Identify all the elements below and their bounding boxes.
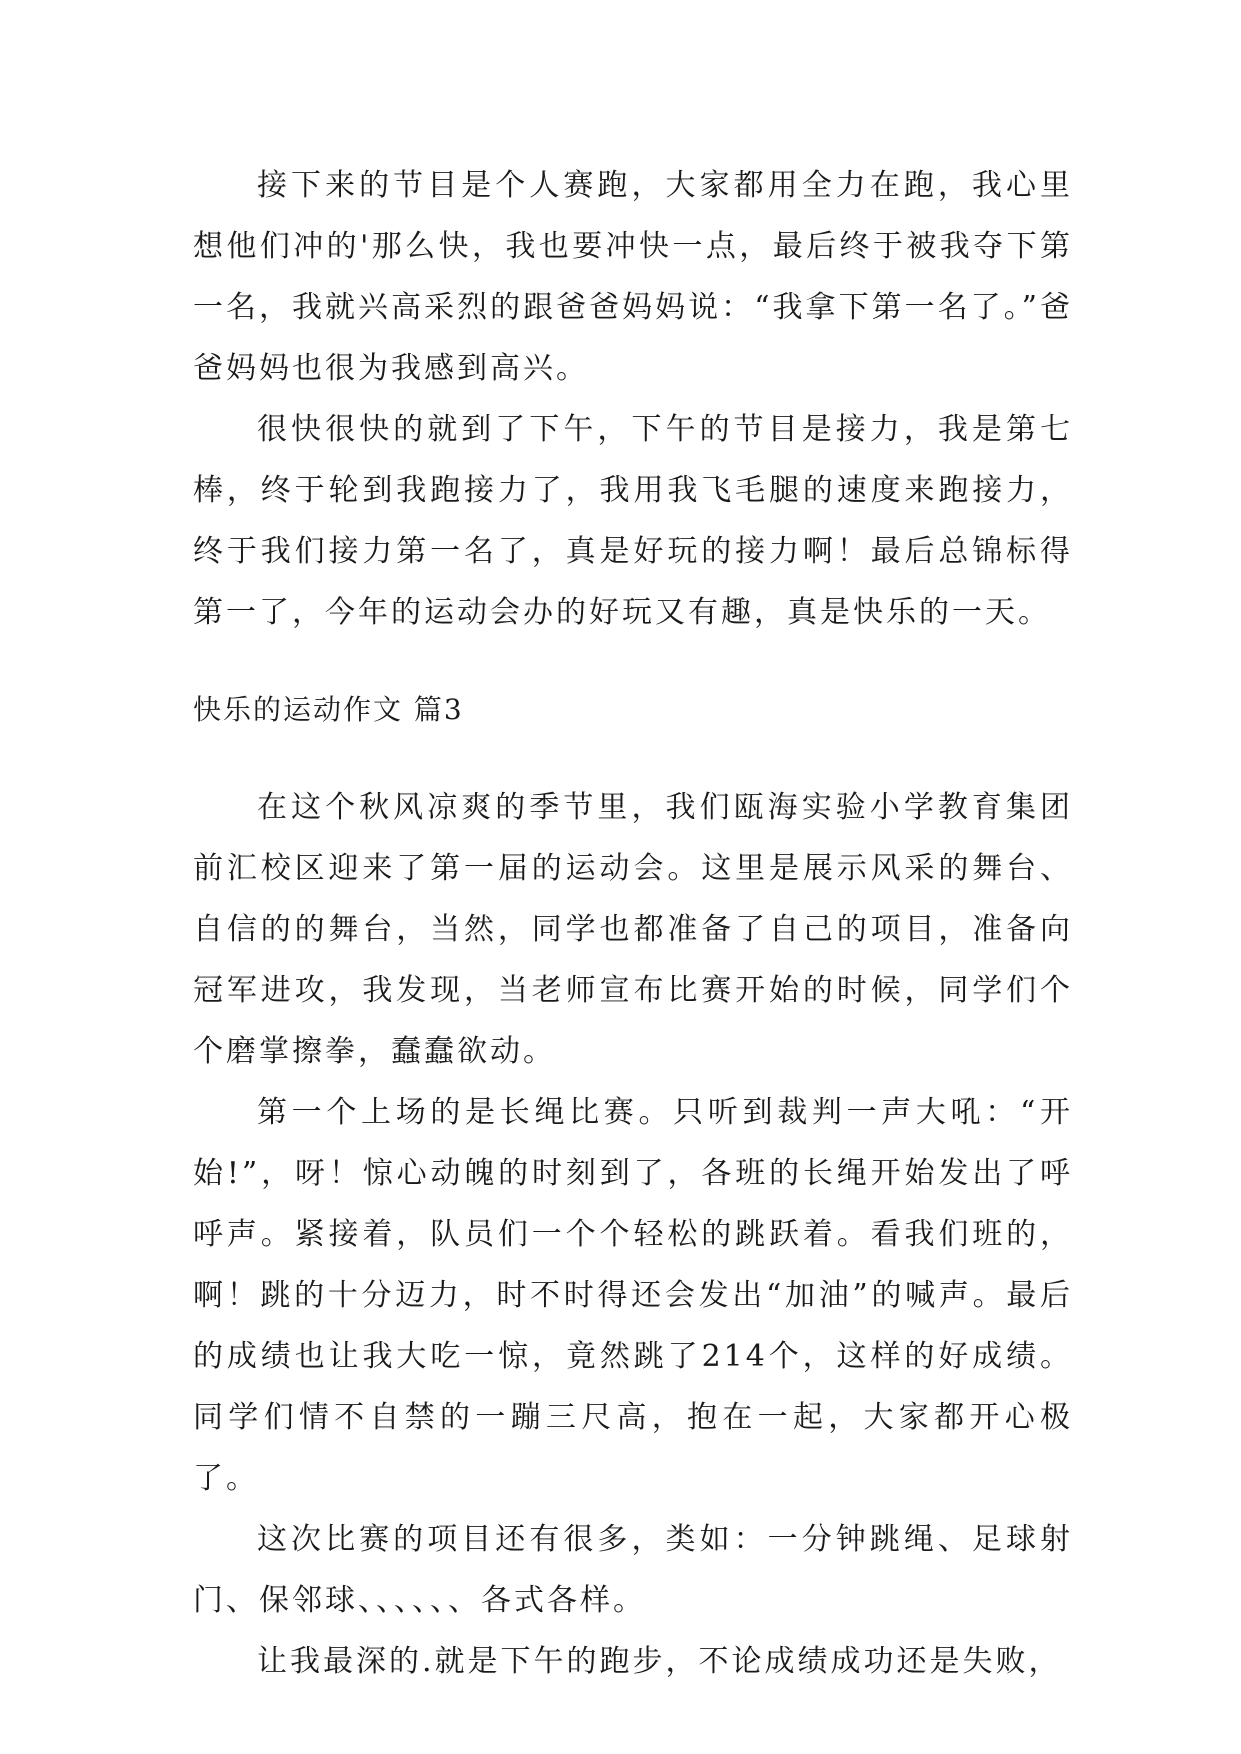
- article-section-previous: [193, 155, 1073, 643]
- paragraph: 这次比赛的项目还有很多，类如：一分钟跳绳、足球射门、保邻球、、、、、、各式各样。: [193, 1522, 1073, 1618]
- section-heading: 快乐的运动作文 篇3: [193, 693, 464, 726]
- article-section-3: [193, 777, 1073, 1692]
- paragraph: 接下来的节目是个人赛跑，大家都用全力在跑，我心里想他们冲的'那么快，我也要冲快一点，最后终于被我夺下第一名，我就兴高采烈的跟爸爸妈妈说：“我拿下第一名了。”爸爸妈妈也很为我感到高兴。: [193, 168, 1073, 386]
- paragraph: 第一个上场的是长绳比赛。只听到裁判一声大吼：“开始!”，呀！惊心动魄的时刻到了，各班的长绳开始发出了呼呼声。紧接着，队员们一个个轻松的跳跃着。看我们班的，啊！跳的十分迈力，时不时得还会发出“加油”的喊声。最后的成绩也让我大吃一惊，竟然跳了214个，这样的好成绩。同学们情不自禁的一蹦三尺高，抱在一起，大家都开心极了。: [193, 1095, 1073, 1496]
- paragraph: 在这个秋风凉爽的季节里，我们瓯海实验小学教育集团前汇校区迎来了第一届的运动会。这里是展示风采的舞台、自信的的舞台，当然，同学也都准备了自己的项目，准备向冠军进攻，我发现，当老师宣布比赛开始的时候，同学们个个磨掌擦拳，蠢蠢欲动。: [193, 790, 1073, 1069]
- section-heading-block: [193, 685, 1073, 735]
- paragraph: 很快很快的就到了下午，下午的节目是接力，我是第七棒，终于轮到我跑接力了，我用我飞毛腿的速度来跑接力，终于我们接力第一名了，真是好玩的接力啊！最后总锦标得第一了，今年的运动会办的好玩又有趣，真是快乐的一天。: [193, 412, 1073, 630]
- paragraph: 让我最深的.就是下午的跑步，不论成绩成功还是失败，: [257, 1644, 1062, 1679]
